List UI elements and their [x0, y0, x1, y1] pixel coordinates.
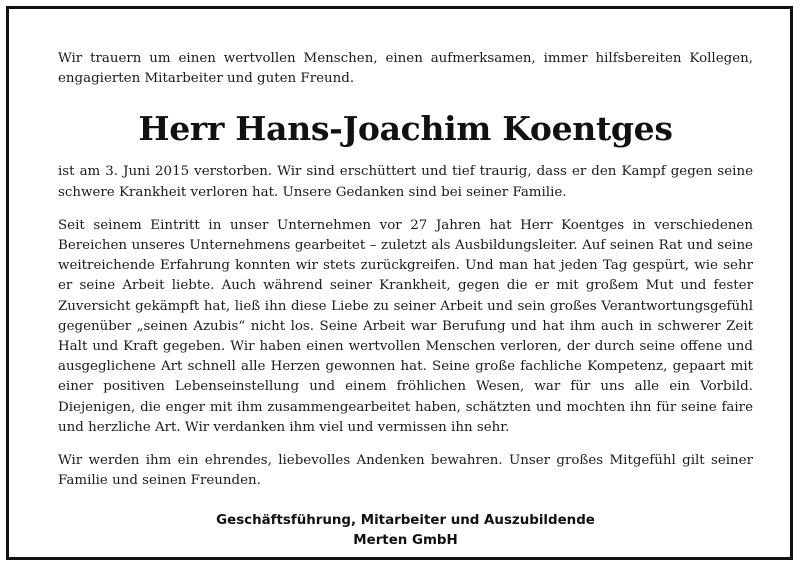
signature-block [58, 511, 753, 551]
closing-paragraph: Wir werden ihm ein ehrendes, liebevolles Andenken bewahren. Unser großes Mitgefühl gilt seiner Familie und seinen Freunden. [58, 453, 753, 489]
notice-content [58, 49, 753, 551]
death-announcement-paragraph: ist am 3. Juni 2015 verstorben. Wir sind erschüttert und tief traurig, dass er den Kampf gegen seine schwere Krankheit verloren hat. Unsere Gedanken sind bei seiner Familie. [58, 164, 753, 200]
obituary-notice [6, 6, 793, 560]
tribute-paragraph: Seit seinem Eintritt in unser Unternehmen vor 27 Jahren hat Herr Koentges in verschiedenen Bereichen unseres Unternehmens gearbeitet – zuletzt als Ausbildungsleiter. Auf seinen Rat und seine weitreichende Erfahrung konnten wir stets zurückgreifen. Und man hat jeden Tag gespürt, wie sehr er seine Arbeit liebte. Auch während seiner Krankheit, gegen die er mit großem Mut und fester Zuversicht gekämpft hat, ließ ihn diese Liebe zu seiner Arbeit und sein großes Verantwortungsgefühl gegenüber „seinen Azubis“ nicht los. Seine Arbeit war Berufung und hat ihm auch in schwerer Zeit Halt und Kraft gegeben. Wir haben einen wertvollen Menschen verloren, der durch seine offene und ausgeglichene Art schnell alle Herzen gewonnen hat. Seine große fachliche Kompetenz, gepaart mit einer positiven Lebenseinstellung und einem fröhlichen Wesen, war für uns alle ein Vorbild. Diejenigen, die enger mit ihm zusammengearbeitet haben, schätzten und mochten ihn für seine faire und herzliche Art. Wir verdanken ihm viel und vermissen ihn sehr. [58, 217, 753, 435]
signature-line-company: Merten GmbH [353, 533, 458, 549]
signature-line-staff: Geschäftsführung, Mitarbeiter und Auszubildende [216, 513, 595, 529]
deceased-name: Herr Hans-Joachim Koentges [138, 109, 673, 149]
intro-paragraph: Wir trauern um einen wertvollen Menschen, einen aufmerksamen, immer hilfsbereiten Kollegen, engagierten Mitarbeiter und guten Freund. [58, 51, 753, 87]
